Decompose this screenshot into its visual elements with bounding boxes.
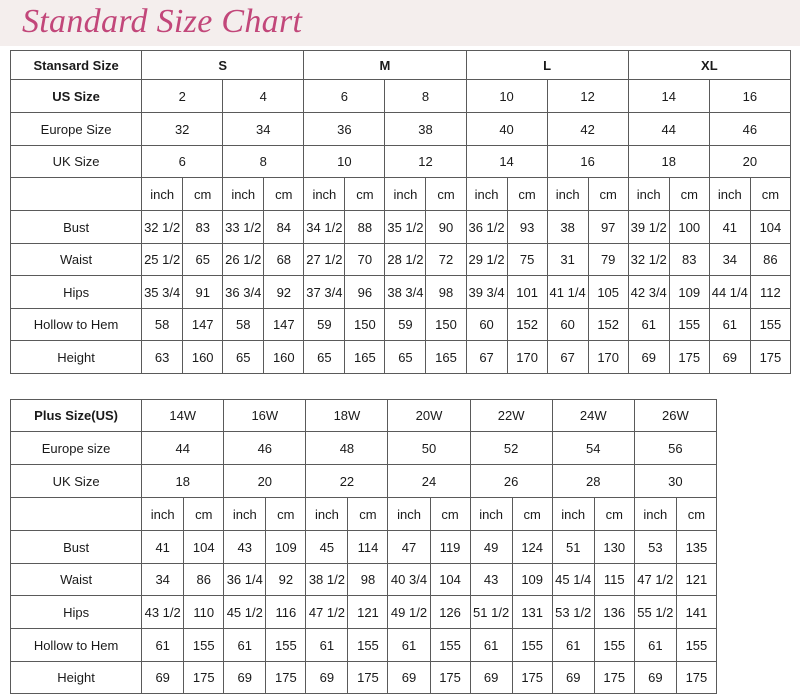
row-label: Hollow to Hem <box>11 309 142 341</box>
unit-inch: inch <box>304 178 345 211</box>
unit-inch: inch <box>223 178 264 211</box>
size-cell: 14 <box>628 80 709 113</box>
value-inch: 61 <box>224 629 266 662</box>
value-cm: 150 <box>426 309 466 341</box>
measure-row <box>11 276 791 309</box>
value-cm: 115 <box>594 564 634 596</box>
value-inch: 28 1/2 <box>385 244 426 276</box>
value-cm: 130 <box>594 531 634 564</box>
value-cm: 98 <box>426 276 466 309</box>
row-label <box>11 498 142 531</box>
unit-inch: inch <box>634 498 676 531</box>
unit-inch: inch <box>388 498 430 531</box>
value-inch: 69 <box>388 662 430 694</box>
size-cell: 38 <box>385 113 466 146</box>
plus-size-table <box>10 399 717 694</box>
value-inch: 39 1/2 <box>628 211 669 244</box>
value-cm: 147 <box>264 309 304 341</box>
value-cm: 175 <box>512 662 552 694</box>
value-cm: 170 <box>507 341 547 374</box>
header-row <box>11 400 717 432</box>
value-cm: 155 <box>594 629 634 662</box>
row-label: UK Size <box>11 465 142 498</box>
size-cell: 10 <box>466 80 547 113</box>
row-label: Bust <box>11 211 142 244</box>
value-inch: 42 3/4 <box>628 276 669 309</box>
size-cell: 46 <box>224 432 306 465</box>
measure-row <box>11 662 717 694</box>
plus-size-14w: 14W <box>142 400 224 432</box>
value-inch: 63 <box>142 341 183 374</box>
measure-row <box>11 531 717 564</box>
value-cm: 131 <box>512 596 552 629</box>
size-row <box>11 465 717 498</box>
value-inch: 41 <box>709 211 750 244</box>
value-cm: 109 <box>669 276 709 309</box>
value-inch: 36 1/2 <box>466 211 507 244</box>
value-cm: 124 <box>512 531 552 564</box>
unit-inch: inch <box>142 498 184 531</box>
value-inch: 36 3/4 <box>223 276 264 309</box>
size-cell: 4 <box>223 80 304 113</box>
value-cm: 119 <box>430 531 470 564</box>
value-cm: 104 <box>184 531 224 564</box>
value-inch: 38 3/4 <box>385 276 426 309</box>
size-cell: 8 <box>385 80 466 113</box>
size-cell: 16 <box>547 146 628 178</box>
value-inch: 65 <box>223 341 264 374</box>
size-row <box>11 146 791 178</box>
header-label: Stansard Size <box>11 51 142 80</box>
value-cm: 152 <box>588 309 628 341</box>
unit-cm: cm <box>348 498 388 531</box>
value-cm: 98 <box>348 564 388 596</box>
value-inch: 41 1/4 <box>547 276 588 309</box>
measure-row <box>11 309 791 341</box>
value-cm: 126 <box>430 596 470 629</box>
unit-cm: cm <box>676 498 716 531</box>
value-inch: 27 1/2 <box>304 244 345 276</box>
value-cm: 135 <box>676 531 716 564</box>
value-inch: 53 <box>634 531 676 564</box>
value-cm: 104 <box>430 564 470 596</box>
size-group-m: M <box>304 51 466 80</box>
value-cm: 86 <box>750 244 790 276</box>
value-cm: 155 <box>669 309 709 341</box>
size-cell: 24 <box>388 465 470 498</box>
value-cm: 104 <box>750 211 790 244</box>
row-label: Height <box>11 662 142 694</box>
standard-size-table <box>10 50 791 374</box>
value-cm: 114 <box>348 531 388 564</box>
value-inch: 35 3/4 <box>142 276 183 309</box>
value-cm: 155 <box>512 629 552 662</box>
value-inch: 58 <box>223 309 264 341</box>
value-inch: 34 <box>142 564 184 596</box>
value-inch: 47 <box>388 531 430 564</box>
unit-cm: cm <box>669 178 709 211</box>
value-inch: 69 <box>224 662 266 694</box>
measure-row <box>11 211 791 244</box>
value-cm: 155 <box>348 629 388 662</box>
size-cell: 18 <box>628 146 709 178</box>
value-cm: 68 <box>264 244 304 276</box>
value-cm: 96 <box>345 276 385 309</box>
value-inch: 61 <box>634 629 676 662</box>
value-cm: 65 <box>183 244 223 276</box>
value-cm: 109 <box>266 531 306 564</box>
size-row <box>11 113 791 146</box>
value-cm: 110 <box>184 596 224 629</box>
size-cell: 48 <box>306 432 388 465</box>
value-cm: 83 <box>669 244 709 276</box>
value-cm: 91 <box>183 276 223 309</box>
size-cell: 50 <box>388 432 470 465</box>
size-cell: 28 <box>552 465 634 498</box>
value-cm: 155 <box>266 629 306 662</box>
size-cell: 40 <box>466 113 547 146</box>
size-row <box>11 432 717 465</box>
unit-inch: inch <box>224 498 266 531</box>
page-title: Standard Size Chart <box>22 3 303 40</box>
value-cm: 86 <box>184 564 224 596</box>
value-inch: 38 1/2 <box>306 564 348 596</box>
unit-cm: cm <box>750 178 790 211</box>
value-inch: 69 <box>628 341 669 374</box>
size-cell: 56 <box>634 432 716 465</box>
value-inch: 69 <box>306 662 348 694</box>
value-inch: 67 <box>547 341 588 374</box>
size-cell: 8 <box>223 146 304 178</box>
value-inch: 53 1/2 <box>552 596 594 629</box>
value-cm: 175 <box>348 662 388 694</box>
size-cell: 44 <box>142 432 224 465</box>
value-inch: 69 <box>142 662 184 694</box>
value-inch: 25 1/2 <box>142 244 183 276</box>
value-inch: 37 3/4 <box>304 276 345 309</box>
value-cm: 160 <box>183 341 223 374</box>
unit-row <box>11 498 717 531</box>
value-inch: 69 <box>470 662 512 694</box>
value-inch: 58 <box>142 309 183 341</box>
unit-inch: inch <box>385 178 426 211</box>
value-cm: 75 <box>507 244 547 276</box>
value-inch: 47 1/2 <box>634 564 676 596</box>
size-cell: 36 <box>304 113 385 146</box>
value-cm: 93 <box>507 211 547 244</box>
value-cm: 175 <box>430 662 470 694</box>
value-cm: 155 <box>184 629 224 662</box>
size-cell: 18 <box>142 465 224 498</box>
unit-cm: cm <box>266 498 306 531</box>
value-cm: 121 <box>676 564 716 596</box>
value-inch: 43 <box>470 564 512 596</box>
value-inch: 26 1/2 <box>223 244 264 276</box>
size-row <box>11 80 791 113</box>
value-inch: 61 <box>552 629 594 662</box>
unit-cm: cm <box>507 178 547 211</box>
plus-size-22w: 22W <box>470 400 552 432</box>
value-inch: 55 1/2 <box>634 596 676 629</box>
value-cm: 83 <box>183 211 223 244</box>
value-cm: 170 <box>588 341 628 374</box>
value-inch: 29 1/2 <box>466 244 507 276</box>
value-inch: 32 1/2 <box>628 244 669 276</box>
plus-size-16w: 16W <box>224 400 306 432</box>
unit-inch: inch <box>142 178 183 211</box>
size-cell: 12 <box>385 146 466 178</box>
unit-inch: inch <box>470 498 512 531</box>
unit-cm: cm <box>183 178 223 211</box>
size-cell: 42 <box>547 113 628 146</box>
value-inch: 43 1/2 <box>142 596 184 629</box>
unit-cm: cm <box>184 498 224 531</box>
value-inch: 49 1/2 <box>388 596 430 629</box>
value-inch: 65 <box>385 341 426 374</box>
header-row <box>11 51 791 80</box>
value-cm: 175 <box>676 662 716 694</box>
unit-cm: cm <box>345 178 385 211</box>
value-inch: 47 1/2 <box>306 596 348 629</box>
row-label: Waist <box>11 244 142 276</box>
size-cell: 12 <box>547 80 628 113</box>
row-label: Hollow to Hem <box>11 629 142 662</box>
value-inch: 33 1/2 <box>223 211 264 244</box>
value-cm: 92 <box>264 276 304 309</box>
row-label: Height <box>11 341 142 374</box>
measure-row <box>11 564 717 596</box>
size-group-xl: XL <box>628 51 790 80</box>
value-inch: 61 <box>709 309 750 341</box>
unit-cm: cm <box>594 498 634 531</box>
measure-row <box>11 341 791 374</box>
value-inch: 69 <box>709 341 750 374</box>
value-inch: 41 <box>142 531 184 564</box>
value-inch: 44 1/4 <box>709 276 750 309</box>
size-cell: 52 <box>470 432 552 465</box>
value-inch: 61 <box>388 629 430 662</box>
size-cell: 26 <box>470 465 552 498</box>
value-inch: 35 1/2 <box>385 211 426 244</box>
size-cell: 22 <box>306 465 388 498</box>
unit-inch: inch <box>306 498 348 531</box>
value-inch: 40 3/4 <box>388 564 430 596</box>
value-inch: 39 3/4 <box>466 276 507 309</box>
value-inch: 61 <box>628 309 669 341</box>
size-cell: 20 <box>224 465 306 498</box>
value-cm: 136 <box>594 596 634 629</box>
unit-cm: cm <box>588 178 628 211</box>
size-cell: 16 <box>709 80 790 113</box>
unit-cm: cm <box>264 178 304 211</box>
value-cm: 109 <box>512 564 552 596</box>
value-cm: 105 <box>588 276 628 309</box>
unit-inch: inch <box>628 178 669 211</box>
unit-cm: cm <box>430 498 470 531</box>
value-cm: 175 <box>594 662 634 694</box>
value-cm: 175 <box>184 662 224 694</box>
value-cm: 165 <box>345 341 385 374</box>
value-cm: 84 <box>264 211 304 244</box>
value-cm: 160 <box>264 341 304 374</box>
value-cm: 155 <box>676 629 716 662</box>
value-cm: 121 <box>348 596 388 629</box>
size-cell: 44 <box>628 113 709 146</box>
size-cell: 34 <box>223 113 304 146</box>
value-inch: 31 <box>547 244 588 276</box>
header-label: Plus Size(US) <box>11 400 142 432</box>
value-cm: 101 <box>507 276 547 309</box>
size-cell: 14 <box>466 146 547 178</box>
unit-cm: cm <box>426 178 466 211</box>
value-cm: 175 <box>669 341 709 374</box>
plus-size-26w: 26W <box>634 400 716 432</box>
value-cm: 88 <box>345 211 385 244</box>
unit-inch: inch <box>709 178 750 211</box>
size-cell: 6 <box>142 146 223 178</box>
value-inch: 60 <box>466 309 507 341</box>
size-group-l: L <box>466 51 628 80</box>
value-inch: 65 <box>304 341 345 374</box>
plus-size-24w: 24W <box>552 400 634 432</box>
value-cm: 165 <box>426 341 466 374</box>
value-inch: 60 <box>547 309 588 341</box>
value-cm: 175 <box>266 662 306 694</box>
value-cm: 150 <box>345 309 385 341</box>
value-inch: 45 1/4 <box>552 564 594 596</box>
plus-size-20w: 20W <box>388 400 470 432</box>
value-inch: 61 <box>470 629 512 662</box>
row-label: Waist <box>11 564 142 596</box>
value-inch: 49 <box>470 531 512 564</box>
value-cm: 175 <box>750 341 790 374</box>
value-inch: 45 1/2 <box>224 596 266 629</box>
size-cell: 10 <box>304 146 385 178</box>
value-inch: 32 1/2 <box>142 211 183 244</box>
value-inch: 69 <box>634 662 676 694</box>
value-inch: 34 1/2 <box>304 211 345 244</box>
unit-inch: inch <box>552 498 594 531</box>
row-label: Europe size <box>11 432 142 465</box>
unit-row <box>11 178 791 211</box>
value-inch: 61 <box>306 629 348 662</box>
value-inch: 59 <box>385 309 426 341</box>
row-label <box>11 178 142 211</box>
value-inch: 51 <box>552 531 594 564</box>
value-cm: 79 <box>588 244 628 276</box>
unit-cm: cm <box>512 498 552 531</box>
value-cm: 97 <box>588 211 628 244</box>
value-cm: 116 <box>266 596 306 629</box>
value-inch: 67 <box>466 341 507 374</box>
value-cm: 147 <box>183 309 223 341</box>
measure-row <box>11 596 717 629</box>
size-cell: 30 <box>634 465 716 498</box>
row-label: Hips <box>11 276 142 309</box>
value-cm: 100 <box>669 211 709 244</box>
value-cm: 155 <box>750 309 790 341</box>
value-cm: 112 <box>750 276 790 309</box>
size-cell: 32 <box>142 113 223 146</box>
size-cell: 20 <box>709 146 790 178</box>
value-inch: 69 <box>552 662 594 694</box>
measure-row <box>11 629 717 662</box>
size-group-s: S <box>142 51 304 80</box>
row-label: Bust <box>11 531 142 564</box>
value-cm: 152 <box>507 309 547 341</box>
value-inch: 34 <box>709 244 750 276</box>
value-cm: 155 <box>430 629 470 662</box>
row-label: US Size <box>11 80 142 113</box>
value-inch: 61 <box>142 629 184 662</box>
size-cell: 2 <box>142 80 223 113</box>
value-cm: 141 <box>676 596 716 629</box>
value-inch: 43 <box>224 531 266 564</box>
plus-size-18w: 18W <box>306 400 388 432</box>
value-cm: 92 <box>266 564 306 596</box>
value-inch: 38 <box>547 211 588 244</box>
size-cell: 46 <box>709 113 790 146</box>
row-label: Hips <box>11 596 142 629</box>
value-inch: 59 <box>304 309 345 341</box>
size-cell: 54 <box>552 432 634 465</box>
value-inch: 36 1/4 <box>224 564 266 596</box>
value-inch: 51 1/2 <box>470 596 512 629</box>
unit-inch: inch <box>547 178 588 211</box>
value-cm: 90 <box>426 211 466 244</box>
value-cm: 72 <box>426 244 466 276</box>
value-inch: 45 <box>306 531 348 564</box>
size-cell: 6 <box>304 80 385 113</box>
value-cm: 70 <box>345 244 385 276</box>
measure-row <box>11 244 791 276</box>
row-label: Europe Size <box>11 113 142 146</box>
row-label: UK Size <box>11 146 142 178</box>
unit-inch: inch <box>466 178 507 211</box>
